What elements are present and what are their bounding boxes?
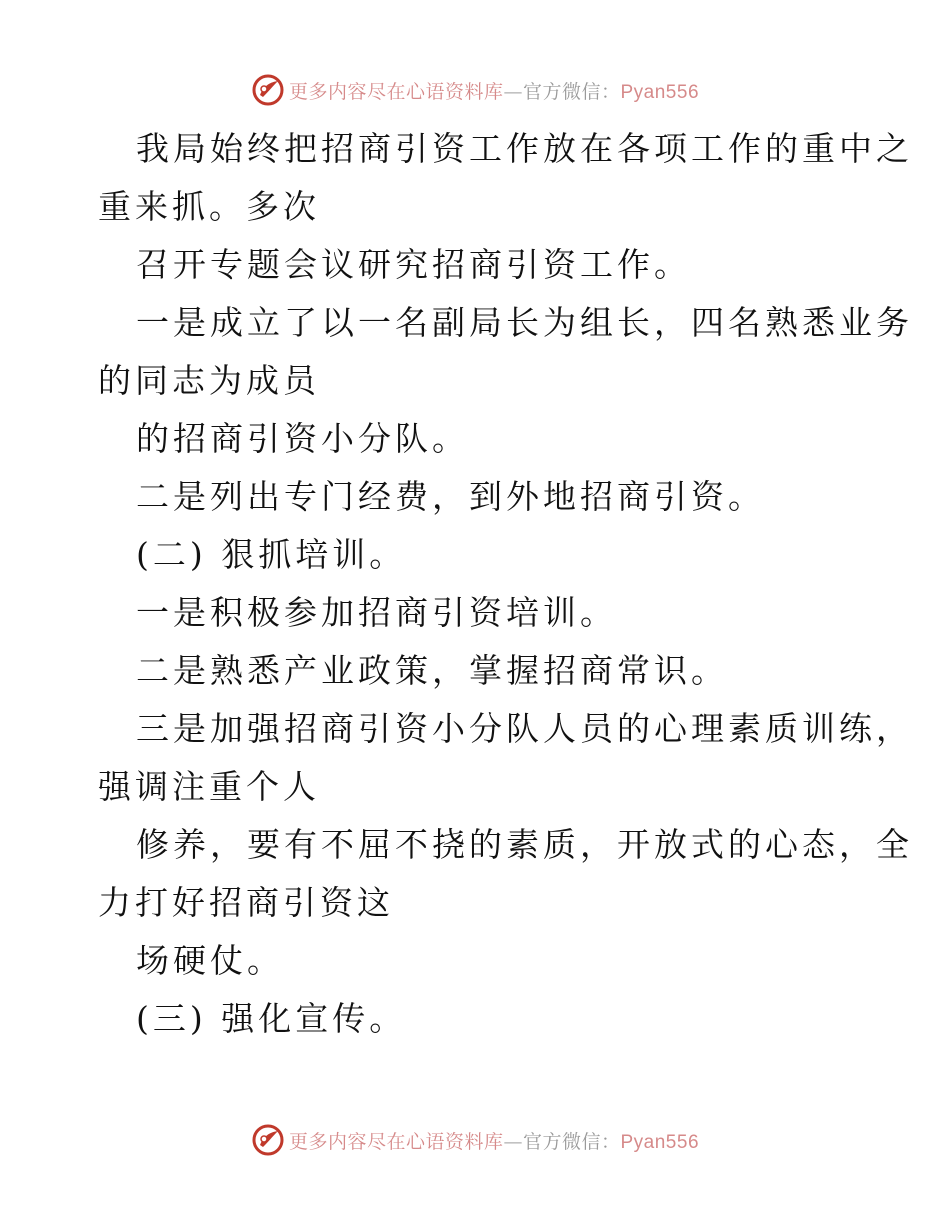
brand-logo-icon (251, 1123, 285, 1157)
paragraph-line: 的招商引资小分队。 (136, 419, 469, 458)
section-heading: (二) 狠抓培训。 (136, 535, 407, 574)
paragraph-line: 一是成立了以一名副局长为组长，四名熟悉业务 (136, 303, 913, 342)
watermark-footer (0, 1120, 950, 1160)
paragraph-line: 二是熟悉产业政策，掌握招商常识。 (136, 651, 728, 690)
paragraph-line: 场硬仗。 (136, 941, 284, 980)
paragraph-line: 力打好招商引资这 (98, 883, 394, 922)
watermark-text: 更多内容尽在心语资料库—官方微信：Pyan556 (288, 80, 700, 103)
paragraph-line: 强调注重个人 (98, 767, 320, 806)
paragraph-line: 二是列出专门经费，到外地招商引资。 (136, 477, 765, 516)
paragraph-line: 修养，要有不屈不挠的素质，开放式的心态，全 (136, 825, 913, 864)
paragraph-line: 重来抓。多次 (98, 187, 320, 226)
paragraph-line: 的同志为成员 (98, 361, 320, 400)
paragraph-line: 我局始终把招商引资工作放在各项工作的重中之 (136, 129, 913, 168)
section-heading: (三) 强化宣传。 (136, 999, 407, 1038)
brand-logo-icon (251, 73, 285, 107)
watermark-text: 更多内容尽在心语资料库—官方微信：Pyan556 (288, 1130, 700, 1153)
paragraph-line: 三是加强招商引资小分队人员的心理素质训练， (136, 709, 913, 748)
paragraph-line: 召开专题会议研究招商引资工作。 (136, 245, 691, 284)
paragraph-line: 一是积极参加招商引资培训。 (136, 593, 617, 632)
watermark-header (0, 70, 950, 110)
